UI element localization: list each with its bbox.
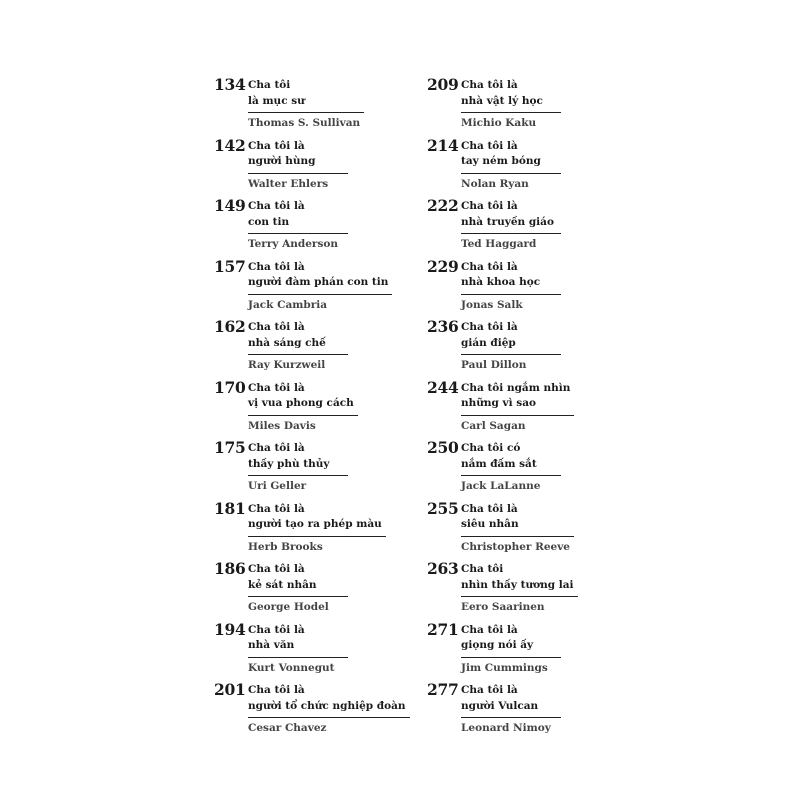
page-number: 250 — [427, 438, 459, 457]
title-underline-divider — [248, 717, 410, 718]
chapter-author: Nolan Ryan — [461, 177, 529, 190]
chapter-title-block — [461, 502, 574, 555]
page-number: 162 — [214, 317, 246, 336]
chapter-author: Carl Sagan — [461, 419, 526, 432]
chapter-title-line2: nhà vật lý học — [461, 94, 543, 107]
chapter-title-line1: Cha tôi là — [248, 321, 305, 333]
chapter-title-block — [461, 78, 561, 131]
chapter-title-block — [248, 78, 364, 131]
chapter-title-line2: kẻ sát nhân — [248, 578, 317, 591]
chapter-author: Kurt Vonnegut — [248, 661, 335, 674]
chapter-author: George Hodel — [248, 601, 329, 613]
chapter-author: Ray Kurzweil — [248, 359, 326, 371]
page-number: 201 — [214, 680, 246, 699]
chapter-author: Ted Haggard — [461, 238, 537, 250]
chapter-title-line2: người tạo ra phép màu — [248, 518, 382, 530]
title-underline-divider — [248, 415, 358, 416]
title-underline-divider — [248, 173, 348, 174]
chapter-author: Herb Brooks — [248, 540, 323, 553]
chapter-title-line2: thầy phù thủy — [248, 457, 330, 470]
chapter-title-line2: siêu nhân — [461, 518, 519, 530]
page-number: 271 — [427, 619, 459, 639]
chapter-title-block — [461, 260, 561, 313]
chapter-title-block — [248, 260, 392, 313]
chapter-title-line2: nắm đấm sắt — [461, 457, 537, 470]
page-number: 214 — [427, 135, 459, 155]
chapter-title-line1: Cha tôi là — [248, 563, 305, 575]
title-underline-divider — [248, 233, 348, 234]
chapter-title-block — [248, 623, 348, 676]
page-number: 157 — [214, 256, 246, 276]
page-number: 222 — [427, 196, 459, 215]
chapter-title-block — [248, 683, 410, 736]
chapter-title-line2: nhà sáng chế — [248, 336, 326, 349]
chapter-title-line2: nhìn thấy tương lai — [461, 578, 574, 591]
title-underline-divider — [461, 294, 561, 295]
title-underline-divider — [461, 536, 574, 537]
chapter-author: Christopher Reeve — [461, 540, 570, 553]
chapter-title-line1: Cha tôi là — [461, 502, 518, 515]
chapter-title-block — [248, 562, 348, 615]
page-number: 134 — [214, 75, 246, 94]
chapter-author: Terry Anderson — [248, 238, 338, 250]
chapter-author: Jack Cambria — [248, 298, 328, 311]
chapter-title-line2: người đàm phán con tin — [248, 276, 389, 288]
title-underline-divider — [248, 596, 348, 597]
chapter-title-line1: Cha tôi là — [248, 442, 305, 454]
chapter-author: Uri Geller — [248, 480, 307, 492]
chapter-title-line1: Cha tôi có — [461, 442, 521, 454]
chapter-title-block — [248, 199, 348, 252]
page-number: 209 — [427, 75, 459, 94]
chapter-title-line2: nhà văn — [248, 639, 295, 651]
page-number: 142 — [214, 135, 246, 155]
chapter-title-line2: người hùng — [248, 155, 316, 167]
chapter-title-block — [461, 623, 561, 676]
chapter-author: Jack LaLanne — [461, 480, 541, 492]
title-underline-divider — [248, 354, 348, 355]
page-number: 149 — [214, 196, 246, 215]
chapter-title-line2: người tổ chức nghiệp đoàn — [248, 699, 406, 712]
chapter-title-line1: Cha tôi là — [461, 623, 518, 636]
title-underline-divider — [461, 112, 561, 113]
chapter-author: Miles Davis — [248, 419, 316, 432]
title-underline-divider — [461, 173, 561, 174]
chapter-author: Thomas S. Sullivan — [248, 117, 361, 129]
page-number: 229 — [427, 256, 459, 276]
chapter-title-line2: gián điệp — [461, 336, 516, 349]
chapter-title-line1: Cha tôi là — [461, 684, 518, 696]
chapter-title-line1: Cha tôi là — [248, 502, 305, 515]
chapter-title-line2: tay ném bóng — [461, 155, 541, 167]
chapter-title-block — [248, 441, 348, 494]
page-number: 236 — [427, 317, 459, 336]
chapter-title-line2: người Vulcan — [461, 699, 539, 712]
chapter-title-block — [461, 320, 561, 373]
chapter-title-line1: Cha tôi ngắm nhìn — [461, 381, 571, 394]
chapter-title-block — [461, 562, 578, 615]
chapter-author: Leonard Nimoy — [461, 722, 551, 734]
chapter-title-line1: Cha tôi là — [461, 79, 518, 91]
page-number: 181 — [214, 498, 246, 518]
chapter-title-block — [461, 441, 561, 494]
chapter-title-block — [248, 139, 348, 192]
chapter-title-line1: Cha tôi là — [248, 200, 305, 212]
page-number: 194 — [214, 619, 246, 639]
title-underline-divider — [248, 112, 364, 113]
chapter-title-line2: nhà khoa học — [461, 276, 541, 288]
title-underline-divider — [248, 536, 386, 537]
title-underline-divider — [461, 717, 561, 718]
chapter-author: Eero Saarinen — [461, 601, 545, 613]
chapter-title-line1: Cha tôi là — [248, 260, 305, 273]
page-number: 244 — [427, 377, 459, 397]
chapter-author: Paul Dillon — [461, 359, 527, 371]
chapter-title-line2: giọng nói ấy — [461, 639, 534, 651]
page-number: 170 — [214, 377, 246, 397]
chapter-title-block — [248, 320, 348, 373]
title-underline-divider — [461, 233, 561, 234]
page-number: 186 — [214, 559, 246, 578]
title-underline-divider — [461, 354, 561, 355]
chapter-title-block — [461, 683, 561, 736]
page-number: 263 — [427, 559, 459, 578]
chapter-title-block — [461, 381, 574, 434]
title-underline-divider — [461, 596, 578, 597]
chapter-title-line1: Cha tôi là — [248, 381, 305, 394]
title-underline-divider — [461, 657, 561, 658]
chapter-title-line1: Cha tôi là — [248, 684, 305, 696]
chapter-author: Cesar Chavez — [248, 722, 327, 734]
chapter-title-line2: vị vua phong cách — [248, 397, 354, 409]
chapter-title-line2: là mục sư — [248, 94, 305, 107]
title-underline-divider — [461, 475, 561, 476]
chapter-title-line2: nhà truyền giáo — [461, 215, 554, 228]
chapter-author: Michio Kaku — [461, 117, 537, 129]
title-underline-divider — [248, 475, 348, 476]
chapter-title-line1: Cha tôi là — [461, 139, 518, 152]
chapter-title-line1: Cha tôi là — [248, 623, 305, 636]
chapter-author: Walter Ehlers — [248, 177, 329, 190]
chapter-title-line1: Cha tôi — [461, 563, 504, 575]
chapter-title-block — [461, 139, 561, 192]
title-underline-divider — [248, 657, 348, 658]
chapter-title-block — [248, 381, 358, 434]
page-number: 175 — [214, 438, 246, 457]
chapter-title-block — [461, 199, 561, 252]
chapter-title-line1: Cha tôi là — [461, 321, 518, 333]
chapter-title-line1: Cha tôi — [248, 79, 291, 91]
title-underline-divider — [461, 415, 574, 416]
chapter-author: Jim Cummings — [461, 661, 548, 674]
chapter-author: Jonas Salk — [461, 298, 523, 311]
chapter-title-block — [248, 502, 386, 555]
page-number: 255 — [427, 498, 459, 518]
title-underline-divider — [248, 294, 392, 295]
chapter-title-line2: những vì sao — [461, 397, 536, 409]
chapter-title-line1: Cha tôi là — [461, 260, 518, 273]
chapter-title-line2: con tin — [248, 215, 290, 228]
chapter-title-line1: Cha tôi là — [461, 200, 518, 212]
chapter-title-line1: Cha tôi là — [248, 139, 305, 152]
page-number: 277 — [427, 680, 459, 699]
